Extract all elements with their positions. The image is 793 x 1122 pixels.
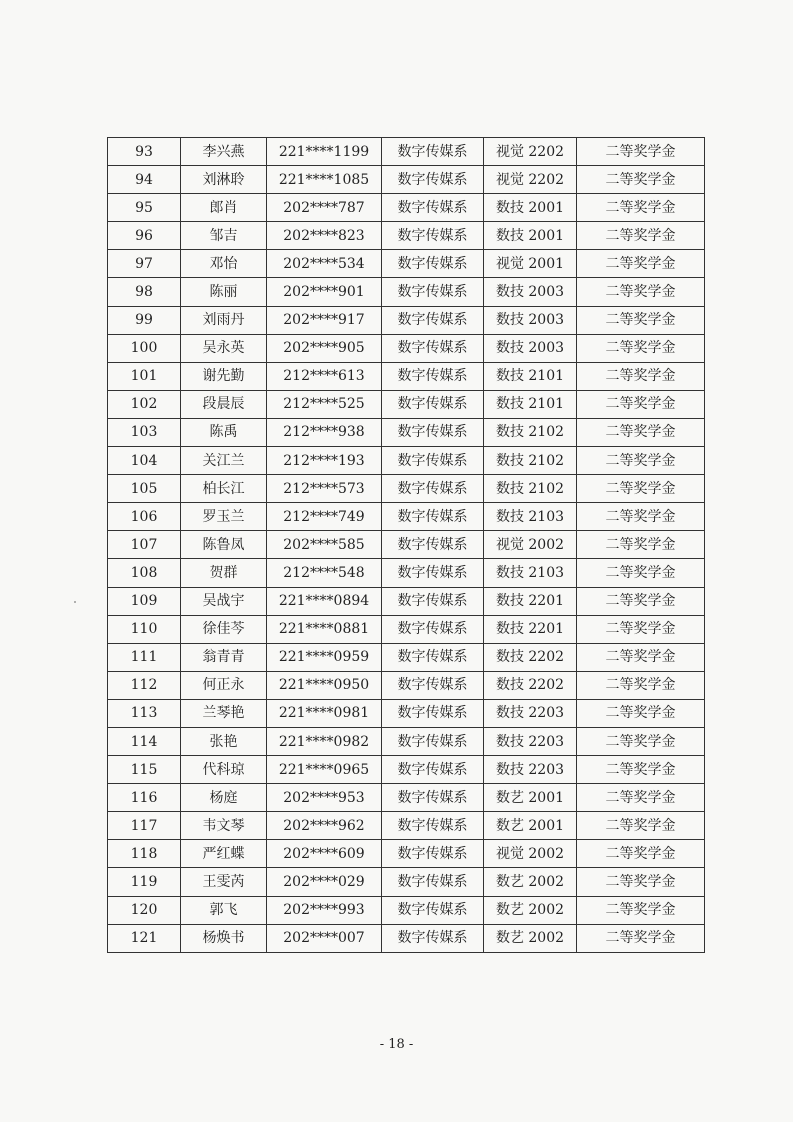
class-cell: 数技 2103 <box>484 503 577 531</box>
row-number-cell: 93 <box>108 138 181 166</box>
row-number-cell: 99 <box>108 306 181 334</box>
table-row <box>108 194 705 222</box>
table-row <box>108 166 705 194</box>
award-cell: 二等奖学金 <box>577 138 705 166</box>
student-id-cell: 202****901 <box>267 278 382 306</box>
table-body <box>108 138 705 953</box>
class-cell: 数技 2003 <box>484 278 577 306</box>
student-id-cell: 212****548 <box>267 559 382 587</box>
student-id-cell: 202****534 <box>267 250 382 278</box>
student-id-cell: 221****0894 <box>267 587 382 615</box>
scan-speck <box>74 601 76 603</box>
table-row <box>108 896 705 924</box>
table-row <box>108 756 705 784</box>
row-number-cell: 102 <box>108 390 181 418</box>
student-name-cell: 严红蝶 <box>181 840 267 868</box>
award-cell: 二等奖学金 <box>577 840 705 868</box>
student-id-cell: 221****0965 <box>267 756 382 784</box>
student-name-cell: 韦文琴 <box>181 812 267 840</box>
row-number-cell: 113 <box>108 699 181 727</box>
student-id-cell: 212****749 <box>267 503 382 531</box>
table-row <box>108 643 705 671</box>
department-cell: 数字传媒系 <box>382 868 484 896</box>
student-name-cell: 吴战宇 <box>181 587 267 615</box>
award-cell: 二等奖学金 <box>577 475 705 503</box>
student-id-cell: 202****953 <box>267 784 382 812</box>
table-row <box>108 447 705 475</box>
award-cell: 二等奖学金 <box>577 727 705 755</box>
class-cell: 数艺 2001 <box>484 812 577 840</box>
table-row <box>108 727 705 755</box>
class-cell: 数技 2203 <box>484 699 577 727</box>
student-id-cell: 212****938 <box>267 418 382 446</box>
award-cell: 二等奖学金 <box>577 418 705 446</box>
student-name-cell: 郎肖 <box>181 194 267 222</box>
department-cell: 数字传媒系 <box>382 615 484 643</box>
student-name-cell: 陈鲁凤 <box>181 531 267 559</box>
student-id-cell: 202****962 <box>267 812 382 840</box>
department-cell: 数字传媒系 <box>382 699 484 727</box>
student-name-cell: 邓怡 <box>181 250 267 278</box>
row-number-cell: 101 <box>108 362 181 390</box>
table-row <box>108 531 705 559</box>
award-cell: 二等奖学金 <box>577 671 705 699</box>
department-cell: 数字传媒系 <box>382 531 484 559</box>
class-cell: 数技 2001 <box>484 222 577 250</box>
table-row <box>108 699 705 727</box>
row-number-cell: 95 <box>108 194 181 222</box>
row-number-cell: 105 <box>108 475 181 503</box>
award-cell: 二等奖学金 <box>577 559 705 587</box>
award-cell: 二等奖学金 <box>577 756 705 784</box>
award-cell: 二等奖学金 <box>577 615 705 643</box>
award-cell: 二等奖学金 <box>577 194 705 222</box>
department-cell: 数字传媒系 <box>382 784 484 812</box>
row-number-cell: 97 <box>108 250 181 278</box>
student-name-cell: 吴永英 <box>181 334 267 362</box>
award-cell: 二等奖学金 <box>577 250 705 278</box>
department-cell: 数字传媒系 <box>382 475 484 503</box>
table-row <box>108 334 705 362</box>
department-cell: 数字传媒系 <box>382 306 484 334</box>
class-cell: 数技 2003 <box>484 334 577 362</box>
award-cell: 二等奖学金 <box>577 587 705 615</box>
student-id-cell: 202****609 <box>267 840 382 868</box>
award-cell: 二等奖学金 <box>577 447 705 475</box>
department-cell: 数字传媒系 <box>382 390 484 418</box>
student-name-cell: 陈丽 <box>181 278 267 306</box>
table-row <box>108 924 705 952</box>
class-cell: 视觉 2002 <box>484 531 577 559</box>
department-cell: 数字传媒系 <box>382 194 484 222</box>
award-cell: 二等奖学金 <box>577 278 705 306</box>
row-number-cell: 119 <box>108 868 181 896</box>
scholarship-table <box>107 137 705 953</box>
class-cell: 视觉 2202 <box>484 138 577 166</box>
class-cell: 数技 2201 <box>484 587 577 615</box>
student-id-cell: 221****1199 <box>267 138 382 166</box>
award-cell: 二等奖学金 <box>577 896 705 924</box>
table-row <box>108 503 705 531</box>
department-cell: 数字传媒系 <box>382 222 484 250</box>
class-cell: 数技 2101 <box>484 362 577 390</box>
table-row <box>108 812 705 840</box>
class-cell: 数艺 2002 <box>484 868 577 896</box>
award-cell: 二等奖学金 <box>577 784 705 812</box>
student-name-cell: 刘淋聆 <box>181 166 267 194</box>
class-cell: 数技 2201 <box>484 615 577 643</box>
row-number-cell: 117 <box>108 812 181 840</box>
award-cell: 二等奖学金 <box>577 868 705 896</box>
row-number-cell: 106 <box>108 503 181 531</box>
class-cell: 视觉 2202 <box>484 166 577 194</box>
class-cell: 数技 2003 <box>484 306 577 334</box>
student-name-cell: 罗玉兰 <box>181 503 267 531</box>
row-number-cell: 100 <box>108 334 181 362</box>
department-cell: 数字传媒系 <box>382 559 484 587</box>
award-cell: 二等奖学金 <box>577 812 705 840</box>
department-cell: 数字传媒系 <box>382 138 484 166</box>
row-number-cell: 120 <box>108 896 181 924</box>
department-cell: 数字传媒系 <box>382 334 484 362</box>
class-cell: 数技 2102 <box>484 418 577 446</box>
row-number-cell: 96 <box>108 222 181 250</box>
student-name-cell: 代科琼 <box>181 756 267 784</box>
class-cell: 数技 2203 <box>484 727 577 755</box>
award-cell: 二等奖学金 <box>577 531 705 559</box>
department-cell: 数字传媒系 <box>382 250 484 278</box>
student-id-cell: 212****613 <box>267 362 382 390</box>
department-cell: 数字传媒系 <box>382 418 484 446</box>
department-cell: 数字传媒系 <box>382 671 484 699</box>
row-number-cell: 109 <box>108 587 181 615</box>
table-row <box>108 671 705 699</box>
student-id-cell: 202****787 <box>267 194 382 222</box>
student-name-cell: 张艳 <box>181 727 267 755</box>
table-row <box>108 784 705 812</box>
row-number-cell: 98 <box>108 278 181 306</box>
row-number-cell: 104 <box>108 447 181 475</box>
student-name-cell: 兰琴艳 <box>181 699 267 727</box>
row-number-cell: 111 <box>108 643 181 671</box>
department-cell: 数字传媒系 <box>382 727 484 755</box>
table-row <box>108 390 705 418</box>
department-cell: 数字传媒系 <box>382 812 484 840</box>
class-cell: 数技 2202 <box>484 671 577 699</box>
student-name-cell: 柏长江 <box>181 475 267 503</box>
department-cell: 数字传媒系 <box>382 447 484 475</box>
department-cell: 数字传媒系 <box>382 924 484 952</box>
department-cell: 数字传媒系 <box>382 840 484 868</box>
row-number-cell: 118 <box>108 840 181 868</box>
class-cell: 数技 2102 <box>484 447 577 475</box>
row-number-cell: 107 <box>108 531 181 559</box>
student-name-cell: 陈禹 <box>181 418 267 446</box>
row-number-cell: 114 <box>108 727 181 755</box>
student-name-cell: 谢先勤 <box>181 362 267 390</box>
row-number-cell: 110 <box>108 615 181 643</box>
student-name-cell: 关江兰 <box>181 447 267 475</box>
department-cell: 数字传媒系 <box>382 503 484 531</box>
student-name-cell: 刘雨丹 <box>181 306 267 334</box>
student-id-cell: 221****0959 <box>267 643 382 671</box>
row-number-cell: 94 <box>108 166 181 194</box>
class-cell: 数艺 2002 <box>484 896 577 924</box>
student-id-cell: 202****029 <box>267 868 382 896</box>
award-cell: 二等奖学金 <box>577 924 705 952</box>
award-cell: 二等奖学金 <box>577 166 705 194</box>
class-cell: 数技 2101 <box>484 390 577 418</box>
student-id-cell: 212****193 <box>267 447 382 475</box>
student-id-cell: 202****823 <box>267 222 382 250</box>
student-id-cell: 221****0981 <box>267 699 382 727</box>
award-cell: 二等奖学金 <box>577 306 705 334</box>
department-cell: 数字传媒系 <box>382 587 484 615</box>
table-row <box>108 138 705 166</box>
row-number-cell: 108 <box>108 559 181 587</box>
table-row <box>108 615 705 643</box>
class-cell: 数技 2102 <box>484 475 577 503</box>
department-cell: 数字传媒系 <box>382 362 484 390</box>
award-cell: 二等奖学金 <box>577 503 705 531</box>
student-name-cell: 翁青青 <box>181 643 267 671</box>
class-cell: 视觉 2002 <box>484 840 577 868</box>
award-cell: 二等奖学金 <box>577 362 705 390</box>
student-id-cell: 221****1085 <box>267 166 382 194</box>
table-row <box>108 250 705 278</box>
class-cell: 数技 2202 <box>484 643 577 671</box>
table-row <box>108 306 705 334</box>
student-id-cell: 212****525 <box>267 390 382 418</box>
student-name-cell: 贺群 <box>181 559 267 587</box>
table-row <box>108 559 705 587</box>
page-number: - 18 - <box>379 1037 414 1052</box>
class-cell: 数艺 2002 <box>484 924 577 952</box>
student-name-cell: 杨庭 <box>181 784 267 812</box>
student-name-cell: 王雯芮 <box>181 868 267 896</box>
student-id-cell: 221****0881 <box>267 615 382 643</box>
department-cell: 数字传媒系 <box>382 896 484 924</box>
student-id-cell: 202****905 <box>267 334 382 362</box>
student-id-cell: 221****0950 <box>267 671 382 699</box>
student-id-cell: 221****0982 <box>267 727 382 755</box>
student-id-cell: 212****573 <box>267 475 382 503</box>
table-row <box>108 418 705 446</box>
class-cell: 数技 2103 <box>484 559 577 587</box>
row-number-cell: 116 <box>108 784 181 812</box>
department-cell: 数字传媒系 <box>382 278 484 306</box>
student-name-cell: 邹吉 <box>181 222 267 250</box>
student-id-cell: 202****007 <box>267 924 382 952</box>
student-id-cell: 202****585 <box>267 531 382 559</box>
table-row <box>108 222 705 250</box>
student-id-cell: 202****917 <box>267 306 382 334</box>
student-id-cell: 202****993 <box>267 896 382 924</box>
row-number-cell: 121 <box>108 924 181 952</box>
student-name-cell: 李兴燕 <box>181 138 267 166</box>
row-number-cell: 103 <box>108 418 181 446</box>
award-cell: 二等奖学金 <box>577 643 705 671</box>
department-cell: 数字传媒系 <box>382 166 484 194</box>
class-cell: 数艺 2001 <box>484 784 577 812</box>
department-cell: 数字传媒系 <box>382 643 484 671</box>
table-row <box>108 362 705 390</box>
department-cell: 数字传媒系 <box>382 756 484 784</box>
row-number-cell: 115 <box>108 756 181 784</box>
row-number-cell: 112 <box>108 671 181 699</box>
table-row <box>108 278 705 306</box>
table-row <box>108 475 705 503</box>
class-cell: 数技 2001 <box>484 194 577 222</box>
student-name-cell: 何正永 <box>181 671 267 699</box>
award-cell: 二等奖学金 <box>577 334 705 362</box>
table-row <box>108 868 705 896</box>
class-cell: 数技 2203 <box>484 756 577 784</box>
award-cell: 二等奖学金 <box>577 699 705 727</box>
student-name-cell: 杨焕书 <box>181 924 267 952</box>
table-row <box>108 840 705 868</box>
class-cell: 视觉 2001 <box>484 250 577 278</box>
award-cell: 二等奖学金 <box>577 390 705 418</box>
student-name-cell: 段晨辰 <box>181 390 267 418</box>
student-name-cell: 郭飞 <box>181 896 267 924</box>
student-name-cell: 徐佳芩 <box>181 615 267 643</box>
table-row <box>108 587 705 615</box>
award-cell: 二等奖学金 <box>577 222 705 250</box>
